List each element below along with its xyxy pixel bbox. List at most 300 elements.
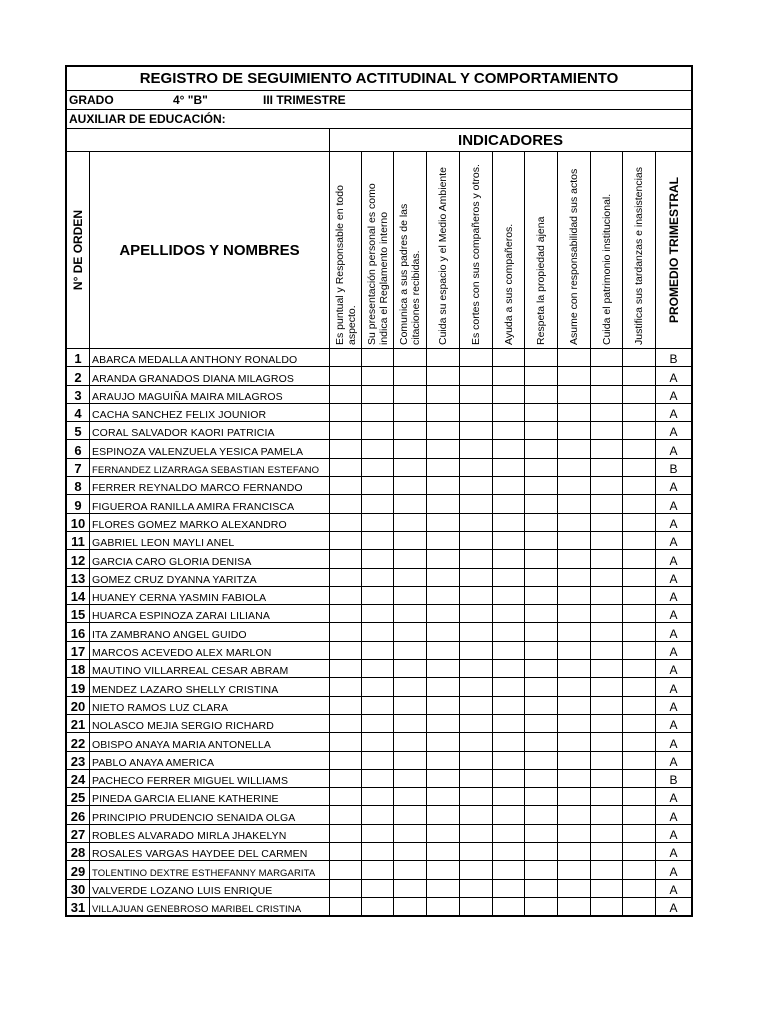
indicator-cell[interactable]	[525, 733, 558, 751]
indicator-cell[interactable]	[493, 788, 525, 806]
indicator-cell[interactable]	[330, 605, 362, 623]
indicator-cell[interactable]	[394, 586, 427, 604]
indicator-cell[interactable]	[330, 824, 362, 842]
indicator-cell[interactable]	[362, 897, 394, 915]
indicator-cell[interactable]	[558, 824, 591, 842]
indicator-cell[interactable]	[591, 751, 623, 769]
indicator-cell[interactable]	[591, 714, 623, 732]
indicator-cell[interactable]	[493, 660, 525, 678]
indicator-cell[interactable]	[394, 660, 427, 678]
indicator-cell[interactable]	[362, 751, 394, 769]
indicator-cell[interactable]	[394, 458, 427, 476]
indicator-cell[interactable]	[525, 440, 558, 458]
indicator-cell[interactable]	[558, 788, 591, 806]
indicator-cell[interactable]	[525, 678, 558, 696]
indicator-cell[interactable]	[460, 349, 493, 367]
indicator-cell[interactable]	[493, 678, 525, 696]
indicator-cell[interactable]	[330, 531, 362, 549]
indicator-cell[interactable]	[460, 843, 493, 861]
indicator-cell[interactable]	[394, 513, 427, 531]
indicator-cell[interactable]	[460, 440, 493, 458]
indicator-cell[interactable]	[460, 678, 493, 696]
indicator-cell[interactable]	[591, 403, 623, 421]
indicator-cell[interactable]	[427, 861, 460, 879]
indicator-cell[interactable]	[493, 440, 525, 458]
indicator-cell[interactable]	[460, 385, 493, 403]
indicator-cell[interactable]	[362, 568, 394, 586]
indicator-cell[interactable]	[558, 367, 591, 385]
indicator-cell[interactable]	[558, 550, 591, 568]
indicator-cell[interactable]	[558, 861, 591, 879]
indicator-cell[interactable]	[493, 769, 525, 787]
indicator-cell[interactable]	[362, 550, 394, 568]
indicator-cell[interactable]	[427, 550, 460, 568]
indicator-cell[interactable]	[493, 586, 525, 604]
indicator-cell[interactable]	[493, 349, 525, 367]
indicator-cell[interactable]	[525, 879, 558, 897]
indicator-cell[interactable]	[460, 751, 493, 769]
indicator-cell[interactable]	[362, 861, 394, 879]
indicator-cell[interactable]	[525, 422, 558, 440]
indicator-cell[interactable]	[394, 367, 427, 385]
indicator-cell[interactable]	[427, 660, 460, 678]
indicator-cell[interactable]	[591, 367, 623, 385]
indicator-cell[interactable]	[591, 806, 623, 824]
indicator-cell[interactable]	[525, 403, 558, 421]
indicator-cell[interactable]	[427, 733, 460, 751]
indicator-cell[interactable]	[558, 641, 591, 659]
indicator-cell[interactable]	[623, 385, 656, 403]
indicator-cell[interactable]	[394, 641, 427, 659]
indicator-cell[interactable]	[362, 824, 394, 842]
indicator-cell[interactable]	[330, 422, 362, 440]
indicator-cell[interactable]	[427, 440, 460, 458]
indicator-cell[interactable]	[394, 788, 427, 806]
indicator-cell[interactable]	[558, 513, 591, 531]
indicator-cell[interactable]	[460, 769, 493, 787]
indicator-cell[interactable]	[493, 733, 525, 751]
indicator-cell[interactable]	[623, 641, 656, 659]
indicator-cell[interactable]	[623, 477, 656, 495]
indicator-cell[interactable]	[427, 788, 460, 806]
indicator-cell[interactable]	[460, 422, 493, 440]
indicator-cell[interactable]	[493, 550, 525, 568]
indicator-cell[interactable]	[493, 623, 525, 641]
indicator-cell[interactable]	[591, 422, 623, 440]
indicator-cell[interactable]	[330, 513, 362, 531]
indicator-cell[interactable]	[623, 806, 656, 824]
indicator-cell[interactable]	[330, 788, 362, 806]
indicator-cell[interactable]	[427, 367, 460, 385]
indicator-cell[interactable]	[427, 714, 460, 732]
indicator-cell[interactable]	[330, 733, 362, 751]
indicator-cell[interactable]	[558, 349, 591, 367]
indicator-cell[interactable]	[623, 513, 656, 531]
indicator-cell[interactable]	[493, 824, 525, 842]
indicator-cell[interactable]	[427, 879, 460, 897]
indicator-cell[interactable]	[558, 458, 591, 476]
indicator-cell[interactable]	[427, 751, 460, 769]
indicator-cell[interactable]	[394, 696, 427, 714]
indicator-cell[interactable]	[394, 550, 427, 568]
indicator-cell[interactable]	[558, 806, 591, 824]
indicator-cell[interactable]	[427, 385, 460, 403]
indicator-cell[interactable]	[525, 550, 558, 568]
indicator-cell[interactable]	[427, 806, 460, 824]
indicator-cell[interactable]	[394, 422, 427, 440]
indicator-cell[interactable]	[525, 477, 558, 495]
indicator-cell[interactable]	[591, 733, 623, 751]
indicator-cell[interactable]	[460, 477, 493, 495]
indicator-cell[interactable]	[330, 586, 362, 604]
indicator-cell[interactable]	[330, 403, 362, 421]
indicator-cell[interactable]	[460, 458, 493, 476]
indicator-cell[interactable]	[460, 660, 493, 678]
indicator-cell[interactable]	[330, 879, 362, 897]
indicator-cell[interactable]	[558, 605, 591, 623]
indicator-cell[interactable]	[460, 403, 493, 421]
indicator-cell[interactable]	[460, 513, 493, 531]
indicator-cell[interactable]	[394, 824, 427, 842]
indicator-cell[interactable]	[362, 440, 394, 458]
indicator-cell[interactable]	[623, 733, 656, 751]
indicator-cell[interactable]	[591, 660, 623, 678]
indicator-cell[interactable]	[330, 367, 362, 385]
indicator-cell[interactable]	[525, 531, 558, 549]
indicator-cell[interactable]	[493, 714, 525, 732]
indicator-cell[interactable]	[460, 531, 493, 549]
indicator-cell[interactable]	[460, 586, 493, 604]
indicator-cell[interactable]	[558, 495, 591, 513]
indicator-cell[interactable]	[558, 531, 591, 549]
indicator-cell[interactable]	[493, 843, 525, 861]
indicator-cell[interactable]	[427, 495, 460, 513]
indicator-cell[interactable]	[460, 861, 493, 879]
indicator-cell[interactable]	[460, 788, 493, 806]
indicator-cell[interactable]	[330, 550, 362, 568]
indicator-cell[interactable]	[427, 641, 460, 659]
indicator-cell[interactable]	[427, 678, 460, 696]
indicator-cell[interactable]	[591, 586, 623, 604]
indicator-cell[interactable]	[525, 751, 558, 769]
indicator-cell[interactable]	[330, 477, 362, 495]
indicator-cell[interactable]	[623, 696, 656, 714]
indicator-cell[interactable]	[394, 568, 427, 586]
indicator-cell[interactable]	[525, 605, 558, 623]
indicator-cell[interactable]	[591, 696, 623, 714]
indicator-cell[interactable]	[623, 824, 656, 842]
indicator-cell[interactable]	[623, 751, 656, 769]
indicator-cell[interactable]	[330, 696, 362, 714]
indicator-cell[interactable]	[362, 769, 394, 787]
indicator-cell[interactable]	[525, 385, 558, 403]
indicator-cell[interactable]	[394, 806, 427, 824]
indicator-cell[interactable]	[493, 477, 525, 495]
indicator-cell[interactable]	[493, 568, 525, 586]
indicator-cell[interactable]	[330, 623, 362, 641]
indicator-cell[interactable]	[362, 696, 394, 714]
indicator-cell[interactable]	[460, 733, 493, 751]
indicator-cell[interactable]	[362, 531, 394, 549]
indicator-cell[interactable]	[394, 531, 427, 549]
indicator-cell[interactable]	[362, 623, 394, 641]
indicator-cell[interactable]	[394, 678, 427, 696]
indicator-cell[interactable]	[525, 843, 558, 861]
indicator-cell[interactable]	[362, 458, 394, 476]
indicator-cell[interactable]	[558, 678, 591, 696]
indicator-cell[interactable]	[623, 568, 656, 586]
indicator-cell[interactable]	[591, 458, 623, 476]
indicator-cell[interactable]	[493, 367, 525, 385]
indicator-cell[interactable]	[460, 550, 493, 568]
indicator-cell[interactable]	[330, 806, 362, 824]
indicator-cell[interactable]	[493, 861, 525, 879]
indicator-cell[interactable]	[362, 678, 394, 696]
indicator-cell[interactable]	[394, 495, 427, 513]
indicator-cell[interactable]	[394, 605, 427, 623]
indicator-cell[interactable]	[427, 843, 460, 861]
indicator-cell[interactable]	[493, 458, 525, 476]
indicator-cell[interactable]	[427, 586, 460, 604]
indicator-cell[interactable]	[558, 769, 591, 787]
indicator-cell[interactable]	[525, 367, 558, 385]
indicator-cell[interactable]	[623, 367, 656, 385]
indicator-cell[interactable]	[427, 531, 460, 549]
indicator-cell[interactable]	[362, 733, 394, 751]
indicator-cell[interactable]	[623, 605, 656, 623]
indicator-cell[interactable]	[330, 769, 362, 787]
indicator-cell[interactable]	[362, 788, 394, 806]
indicator-cell[interactable]	[591, 897, 623, 915]
indicator-cell[interactable]	[591, 824, 623, 842]
indicator-cell[interactable]	[330, 385, 362, 403]
indicator-cell[interactable]	[525, 586, 558, 604]
indicator-cell[interactable]	[623, 531, 656, 549]
indicator-cell[interactable]	[362, 843, 394, 861]
indicator-cell[interactable]	[525, 897, 558, 915]
indicator-cell[interactable]	[427, 477, 460, 495]
indicator-cell[interactable]	[362, 349, 394, 367]
indicator-cell[interactable]	[558, 751, 591, 769]
indicator-cell[interactable]	[493, 605, 525, 623]
indicator-cell[interactable]	[493, 385, 525, 403]
indicator-cell[interactable]	[623, 714, 656, 732]
indicator-cell[interactable]	[525, 861, 558, 879]
indicator-cell[interactable]	[493, 495, 525, 513]
indicator-cell[interactable]	[493, 879, 525, 897]
indicator-cell[interactable]	[591, 861, 623, 879]
indicator-cell[interactable]	[558, 385, 591, 403]
indicator-cell[interactable]	[394, 879, 427, 897]
indicator-cell[interactable]	[558, 714, 591, 732]
indicator-cell[interactable]	[623, 586, 656, 604]
indicator-cell[interactable]	[623, 678, 656, 696]
indicator-cell[interactable]	[525, 495, 558, 513]
indicator-cell[interactable]	[525, 568, 558, 586]
indicator-cell[interactable]	[427, 403, 460, 421]
indicator-cell[interactable]	[525, 660, 558, 678]
indicator-cell[interactable]	[362, 367, 394, 385]
indicator-cell[interactable]	[362, 605, 394, 623]
indicator-cell[interactable]	[427, 824, 460, 842]
indicator-cell[interactable]	[427, 513, 460, 531]
indicator-cell[interactable]	[493, 531, 525, 549]
indicator-cell[interactable]	[330, 660, 362, 678]
indicator-cell[interactable]	[525, 349, 558, 367]
indicator-cell[interactable]	[460, 641, 493, 659]
indicator-cell[interactable]	[493, 403, 525, 421]
indicator-cell[interactable]	[460, 897, 493, 915]
indicator-cell[interactable]	[493, 806, 525, 824]
indicator-cell[interactable]	[558, 440, 591, 458]
indicator-cell[interactable]	[330, 440, 362, 458]
indicator-cell[interactable]	[525, 714, 558, 732]
indicator-cell[interactable]	[623, 897, 656, 915]
indicator-cell[interactable]	[427, 605, 460, 623]
indicator-cell[interactable]	[591, 641, 623, 659]
indicator-cell[interactable]	[362, 714, 394, 732]
indicator-cell[interactable]	[394, 714, 427, 732]
indicator-cell[interactable]	[427, 696, 460, 714]
indicator-cell[interactable]	[427, 897, 460, 915]
indicator-cell[interactable]	[591, 678, 623, 696]
indicator-cell[interactable]	[591, 495, 623, 513]
indicator-cell[interactable]	[330, 495, 362, 513]
indicator-cell[interactable]	[591, 769, 623, 787]
indicator-cell[interactable]	[362, 422, 394, 440]
indicator-cell[interactable]	[558, 568, 591, 586]
indicator-cell[interactable]	[330, 897, 362, 915]
indicator-cell[interactable]	[460, 568, 493, 586]
indicator-cell[interactable]	[362, 385, 394, 403]
indicator-cell[interactable]	[394, 349, 427, 367]
indicator-cell[interactable]	[591, 550, 623, 568]
indicator-cell[interactable]	[558, 422, 591, 440]
indicator-cell[interactable]	[493, 751, 525, 769]
indicator-cell[interactable]	[591, 513, 623, 531]
indicator-cell[interactable]	[394, 477, 427, 495]
indicator-cell[interactable]	[460, 824, 493, 842]
indicator-cell[interactable]	[330, 568, 362, 586]
indicator-cell[interactable]	[591, 349, 623, 367]
indicator-cell[interactable]	[394, 733, 427, 751]
indicator-cell[interactable]	[558, 733, 591, 751]
indicator-cell[interactable]	[623, 458, 656, 476]
indicator-cell[interactable]	[525, 641, 558, 659]
indicator-cell[interactable]	[558, 623, 591, 641]
indicator-cell[interactable]	[623, 843, 656, 861]
indicator-cell[interactable]	[394, 440, 427, 458]
indicator-cell[interactable]	[362, 806, 394, 824]
indicator-cell[interactable]	[394, 403, 427, 421]
indicator-cell[interactable]	[394, 623, 427, 641]
indicator-cell[interactable]	[525, 513, 558, 531]
indicator-cell[interactable]	[493, 696, 525, 714]
indicator-cell[interactable]	[330, 641, 362, 659]
indicator-cell[interactable]	[591, 385, 623, 403]
indicator-cell[interactable]	[460, 367, 493, 385]
indicator-cell[interactable]	[591, 568, 623, 586]
indicator-cell[interactable]	[623, 623, 656, 641]
indicator-cell[interactable]	[623, 440, 656, 458]
indicator-cell[interactable]	[591, 605, 623, 623]
indicator-cell[interactable]	[623, 422, 656, 440]
indicator-cell[interactable]	[525, 824, 558, 842]
indicator-cell[interactable]	[493, 897, 525, 915]
indicator-cell[interactable]	[394, 843, 427, 861]
indicator-cell[interactable]	[362, 660, 394, 678]
indicator-cell[interactable]	[591, 477, 623, 495]
indicator-cell[interactable]	[460, 806, 493, 824]
indicator-cell[interactable]	[427, 623, 460, 641]
indicator-cell[interactable]	[460, 605, 493, 623]
indicator-cell[interactable]	[591, 440, 623, 458]
indicator-cell[interactable]	[330, 349, 362, 367]
indicator-cell[interactable]	[623, 403, 656, 421]
indicator-cell[interactable]	[330, 714, 362, 732]
indicator-cell[interactable]	[427, 349, 460, 367]
indicator-cell[interactable]	[493, 422, 525, 440]
indicator-cell[interactable]	[525, 769, 558, 787]
indicator-cell[interactable]	[362, 403, 394, 421]
indicator-cell[interactable]	[493, 641, 525, 659]
indicator-cell[interactable]	[362, 477, 394, 495]
indicator-cell[interactable]	[591, 531, 623, 549]
indicator-cell[interactable]	[623, 879, 656, 897]
indicator-cell[interactable]	[525, 788, 558, 806]
indicator-cell[interactable]	[493, 513, 525, 531]
indicator-cell[interactable]	[525, 458, 558, 476]
indicator-cell[interactable]	[362, 641, 394, 659]
indicator-cell[interactable]	[623, 550, 656, 568]
indicator-cell[interactable]	[558, 897, 591, 915]
indicator-cell[interactable]	[591, 879, 623, 897]
indicator-cell[interactable]	[558, 403, 591, 421]
indicator-cell[interactable]	[591, 623, 623, 641]
indicator-cell[interactable]	[460, 879, 493, 897]
indicator-cell[interactable]	[623, 788, 656, 806]
indicator-cell[interactable]	[558, 843, 591, 861]
indicator-cell[interactable]	[330, 458, 362, 476]
indicator-cell[interactable]	[394, 751, 427, 769]
indicator-cell[interactable]	[558, 477, 591, 495]
indicator-cell[interactable]	[427, 422, 460, 440]
indicator-cell[interactable]	[362, 586, 394, 604]
indicator-cell[interactable]	[623, 660, 656, 678]
indicator-cell[interactable]	[591, 788, 623, 806]
indicator-cell[interactable]	[558, 696, 591, 714]
indicator-cell[interactable]	[623, 495, 656, 513]
indicator-cell[interactable]	[525, 623, 558, 641]
indicator-cell[interactable]	[362, 879, 394, 897]
indicator-cell[interactable]	[623, 861, 656, 879]
indicator-cell[interactable]	[330, 843, 362, 861]
indicator-cell[interactable]	[394, 385, 427, 403]
indicator-cell[interactable]	[394, 897, 427, 915]
indicator-cell[interactable]	[591, 843, 623, 861]
indicator-cell[interactable]	[558, 586, 591, 604]
indicator-cell[interactable]	[427, 568, 460, 586]
indicator-cell[interactable]	[427, 458, 460, 476]
indicator-cell[interactable]	[558, 660, 591, 678]
indicator-cell[interactable]	[460, 714, 493, 732]
indicator-cell[interactable]	[330, 678, 362, 696]
indicator-cell[interactable]	[394, 861, 427, 879]
indicator-cell[interactable]	[525, 806, 558, 824]
indicator-cell[interactable]	[362, 513, 394, 531]
indicator-cell[interactable]	[330, 751, 362, 769]
indicator-cell[interactable]	[525, 696, 558, 714]
